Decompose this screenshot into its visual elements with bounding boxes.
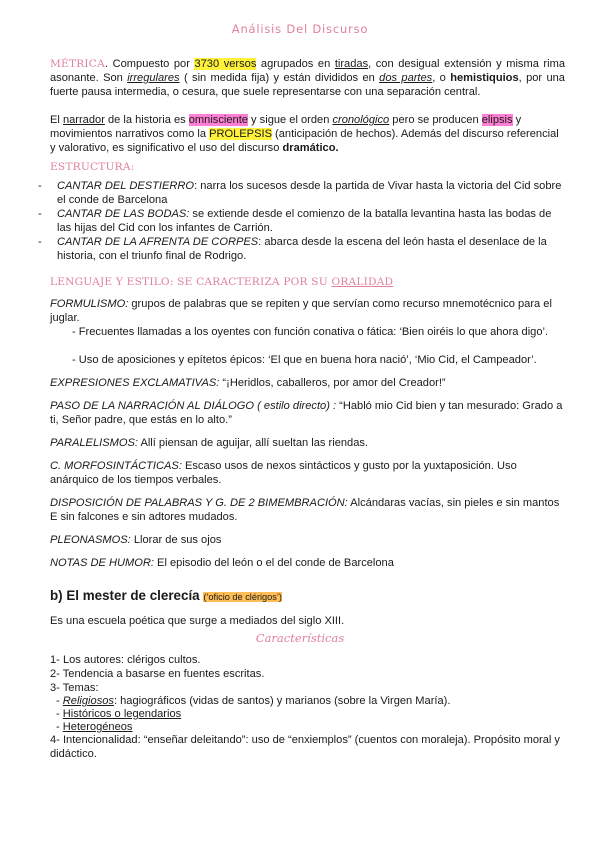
estructura-item (57, 207, 565, 235)
morfosintacticas-label: C. MORFOSINTÁCTICAS: (50, 460, 182, 472)
formulismo-label: FORMULISMO: (50, 298, 129, 310)
page-title: Análisis Del Discurso (231, 22, 369, 36)
metrica-text: agrupados en (256, 58, 335, 70)
dramatico-term: dramático. (282, 142, 339, 154)
exclamativas-paragraph (50, 376, 565, 390)
cantar-title: CANTAR DEL DESTIERRO (57, 180, 195, 192)
irregulares-term: irregulares (127, 72, 180, 84)
estructura-item (57, 179, 565, 207)
narrador-text: y sigue el orden (247, 114, 333, 126)
tema-dash: - (56, 695, 63, 707)
elipsis-highlight: elipsis (481, 114, 513, 126)
metrica-text: ( sin medida fija) y están divididos en (179, 72, 380, 84)
formulismo-sub-item: - Uso de aposiciones y epítetos épicos: ‘El que en buena hora nació’, ‘Mio Cid, el Campeador’. (72, 354, 537, 366)
formulismo-paragraph (50, 297, 565, 325)
pleonasmos-paragraph (50, 533, 565, 547)
narrador-text: y movimientos narrativos como la (50, 114, 522, 140)
religiosos-text: : hagiográficos (vidas de santos) y marianos (sobre la Virgen María). (113, 695, 451, 707)
metrica-text: , por una fuerte pausa intermedia, o cesura, que suele representarse con una separación central. (50, 72, 565, 98)
disposicion-text: Alcándaras vacías, sin pieles e sin mantos E sin falcones e sin adtores mudados. (50, 497, 560, 523)
paralelismos-text: Allí piensan de aguijar, allí sueltan las riendas. (137, 437, 369, 449)
formulismo-sub-item: - Frecuentes llamadas a los oyentes con función conativa o fática: ‘Bien oiréis lo que ahora digo’. (72, 326, 549, 338)
metrica-text: . Compuesto por (104, 58, 195, 70)
humor-label: NOTAS DE HUMOR: (50, 557, 154, 569)
lenguaje-heading (50, 275, 393, 289)
morfosintacticas-text: Escaso usos de nexos sintácticos y gusto por la yuxtaposición. Uso anárquico de los tiempos verbales. (50, 460, 517, 486)
paso-text: “Habló mio Cid bien y tan mesurado: Grado a ti, Señor padre, que estás en lo alto.” (50, 400, 563, 426)
prolepsis-highlight: PROLEPSIS (209, 128, 272, 140)
narrador-text: (anticipación de hechos). Además del discurso referencial y valorativo, es significativo el uso del discurso (50, 128, 559, 154)
caracteristica-item: 4- Intencionalidad: “enseñar deleitando”: uso de “enxiemplos” (cuentos con moraleja). Propósito moral y didáctico. (50, 734, 560, 760)
cantar-title: CANTAR DE LA AFRENTA DE CORPES (57, 236, 259, 248)
heterogeneos-term: Heterogéneos (62, 721, 133, 733)
morfosintacticas-paragraph (50, 459, 565, 487)
omnisciente-highlight: omnisciente (188, 114, 248, 126)
mester-heading-text: b) El mester de clerecía (50, 588, 204, 603)
pleonasmos-text: Llorar de sus ojos (130, 534, 222, 546)
cantar-title: CANTAR DE LAS BODAS: (57, 208, 190, 220)
tiradas-term: tiradas (334, 58, 369, 70)
hemistiquios-term: hemistiquios (450, 72, 519, 84)
formulismo-text: grupos de palabras que se repiten y que servían como recurso mnemotécnico para el juglar. (50, 298, 552, 324)
historicos-term: Históricos o legendarios (62, 708, 182, 720)
cantar-text: se extiende desde el comienzo de la batalla levantina hasta las bodas de las hijas del Cid con los infantes de Carrión. (57, 208, 552, 234)
caracteristica-item: 2- Tendencia a basarse en fuentes escritas. (50, 668, 265, 680)
exclamativas-text: “¡Heridlos, caballeros, por amor del Creador!” (219, 377, 446, 389)
estructura-item (57, 235, 565, 263)
tema-dash: - (56, 708, 63, 720)
religiosos-term: Religiosos (62, 695, 114, 707)
mester-intro: Es una escuela poética que surge a mediados del siglo XIII. (50, 615, 345, 627)
tema-dash: - (56, 721, 63, 733)
lenguaje-heading-text: LENGUAJE Y ESTILO: SE CARACTERIZA POR SU (50, 276, 332, 288)
mester-tag: (‘oficio de clérigos’) (203, 592, 282, 602)
cantar-text: : narra los sucesos desde la partida de Vivar hasta la victoria del Cid sobre el conde de Barcelona (57, 180, 562, 206)
cronologico-term: cronológico (332, 114, 390, 126)
metrica-text: , o (432, 72, 451, 84)
mester-heading (50, 589, 282, 604)
disposicion-paragraph (50, 496, 565, 524)
tema-item (56, 720, 132, 734)
narrador-term: narrador (62, 114, 105, 126)
cantar-text: : abarca desde la escena del león hasta el desenlace de la historia, con el triunfo final de Rodrigo. (57, 236, 547, 262)
humor-paragraph (50, 556, 565, 570)
metrica-label: MÉTRICA (50, 58, 105, 70)
caracteristicas-heading: Características (255, 631, 345, 645)
dos-partes-term: dos partes (379, 72, 433, 84)
bullet-dash: - (38, 180, 42, 192)
paso-label: PASO DE LA NARRACIÓN AL DIÁLOGO (50, 400, 255, 412)
paso-paragraph (50, 399, 565, 427)
metrica-text: , con desigual extensión y misma rima asonante. Son (50, 58, 565, 84)
paralelismos-label: PARALELISMOS: (50, 437, 138, 449)
caracteristica-item: 3- Temas: (50, 682, 99, 694)
narrador-text: de la historia es (104, 114, 189, 126)
narrador-paragraph (50, 113, 565, 155)
estructura-heading: ESTRUCTURA: (50, 161, 135, 173)
metrica-paragraph (50, 57, 565, 99)
tema-item (56, 694, 450, 708)
versos-highlight: 3730 versos (194, 58, 257, 70)
disposicion-label: DISPOSICIÓN DE PALABRAS Y G. DE 2 BIMEMBRACIÓN: (50, 497, 348, 509)
paralelismos-paragraph (50, 436, 565, 450)
bullet-dash: - (38, 208, 42, 220)
tema-item (56, 707, 181, 721)
narrador-text: El (50, 114, 63, 126)
exclamativas-label: EXPRESIONES EXCLAMATIVAS: (50, 377, 220, 389)
paso-label-extra: ( estilo directo) : (254, 400, 337, 412)
humor-text: El episodio del león o el del conde de Barcelona (153, 557, 394, 569)
oralidad-term: ORALIDAD (331, 276, 394, 288)
bullet-dash: - (38, 236, 42, 248)
pleonasmos-label: PLEONASMOS: (50, 534, 131, 546)
caracteristica-item: 1- Los autores: clérigos cultos. (50, 654, 201, 666)
narrador-text: pero se producen (389, 114, 482, 126)
